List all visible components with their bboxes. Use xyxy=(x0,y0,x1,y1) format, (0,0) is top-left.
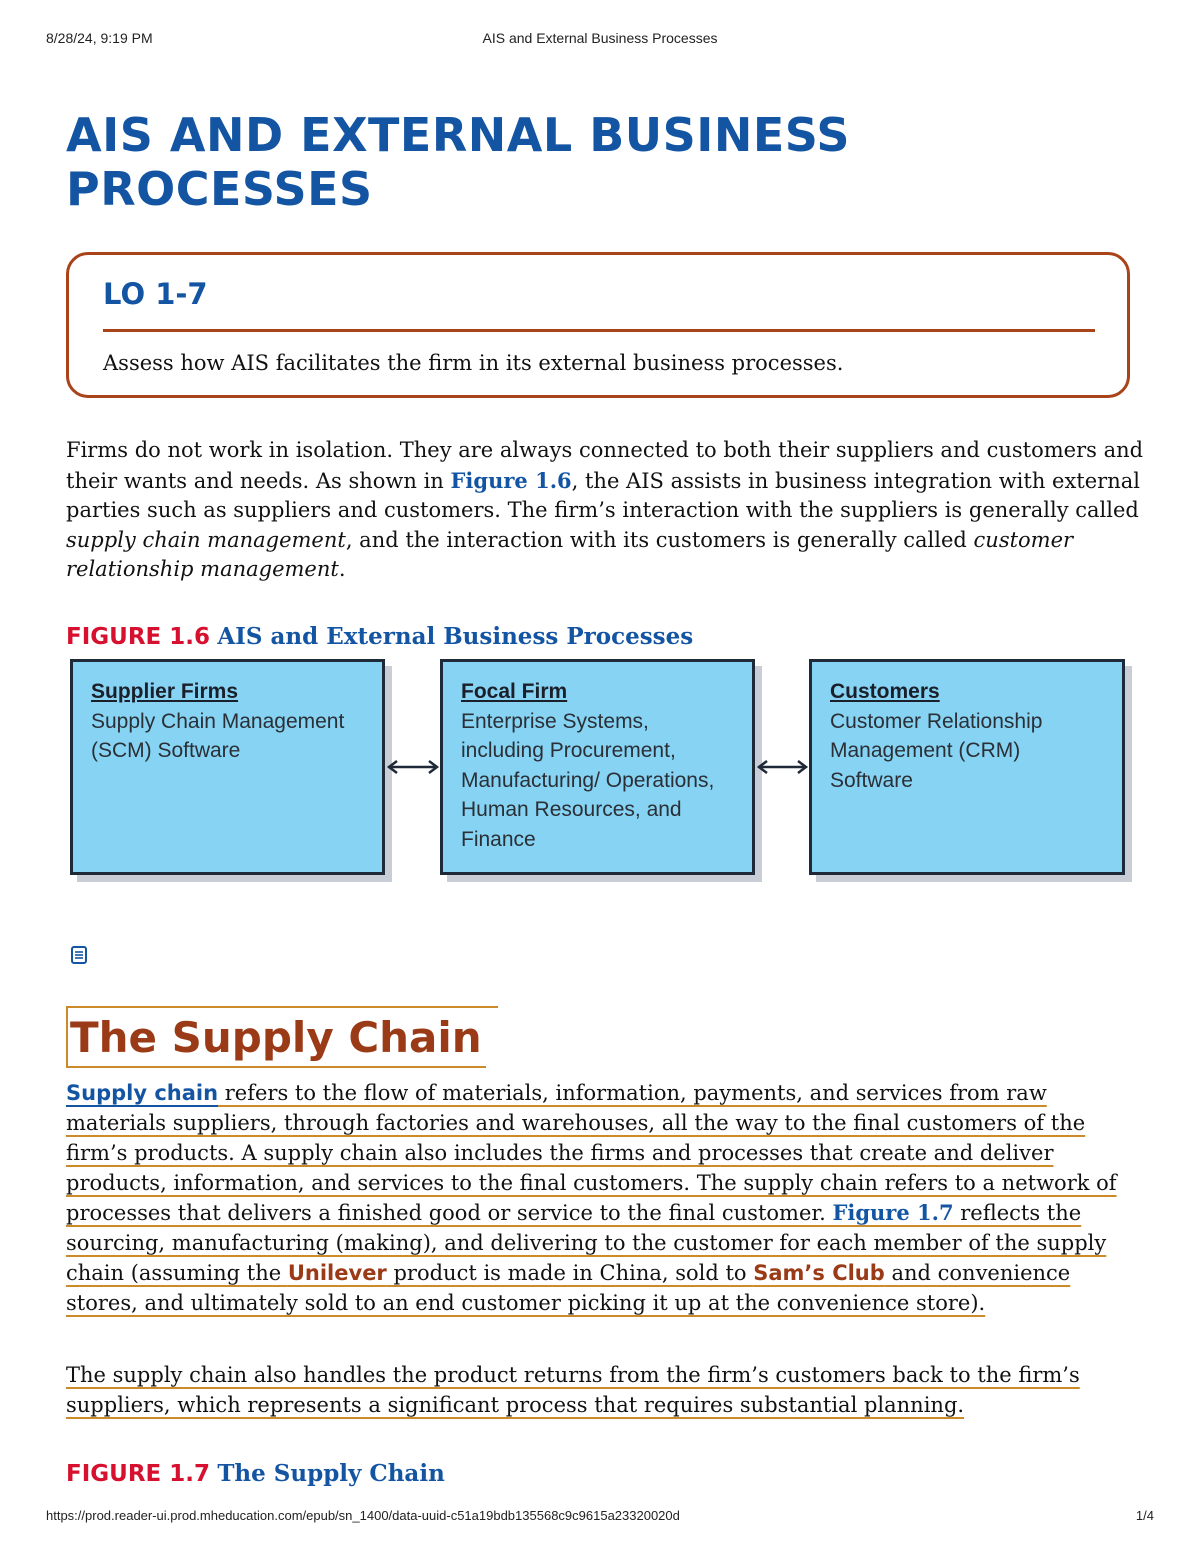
notes-icon[interactable] xyxy=(71,946,87,964)
supply-chain-paragraph xyxy=(66,1078,1146,1318)
figure-1-6-link[interactable]: Figure 1.6 xyxy=(450,467,572,493)
figure-1-7-title: The Supply Chain xyxy=(217,1460,445,1487)
print-page-title: AIS and External Business Processes xyxy=(482,30,718,46)
highlighted-text xyxy=(66,1081,1117,1315)
figure-1-6-caption xyxy=(66,622,693,652)
intro-text-3: , and the interaction with its customers is generally called xyxy=(345,527,974,552)
figure-1-6-number: FIGURE 1.6 xyxy=(66,624,210,650)
customers-heading: Customers xyxy=(830,680,940,703)
supplier-firms-body: Supply Chain Management (SCM) Software xyxy=(91,709,345,762)
footer-url: https://prod.reader-ui.prod.mheducation.com/epub/sn_1400/data-uuid-c51a19bdb135568c9c9615a23320020d xyxy=(46,1508,680,1523)
customers-box xyxy=(809,659,1125,875)
brand-unilever[interactable]: Unilever xyxy=(287,1261,387,1285)
footer-page-number: 1/4 xyxy=(1135,1508,1154,1523)
intro-text-4: . xyxy=(338,557,346,581)
intro-paragraph xyxy=(66,436,1146,585)
supply-chain-text-2: reflects the sourcing, manufacturing (making), and delivering to the customer for each member of the supply chain (assuming the xyxy=(66,1201,1107,1285)
learning-objective-heading: LO 1-7 xyxy=(103,277,208,311)
double-arrow-icon xyxy=(386,757,440,777)
supply-chain-text-3: product is made in China, sold to xyxy=(386,1261,754,1285)
supplier-firms-box xyxy=(70,659,385,875)
returns-paragraph xyxy=(66,1360,1146,1420)
figure-1-7-number: FIGURE 1.7 xyxy=(66,1461,210,1487)
intro-text-2: , the AIS assists in business integration with external parties such as suppliers and customers. The firm’s interaction with the suppliers is generally called xyxy=(66,468,1140,522)
returns-text: The supply chain also handles the product returns from the firm’s customers back to the firm’s suppliers, which represents a significant process that requires substantial planning. xyxy=(66,1363,1080,1417)
figure-1-7-caption xyxy=(66,1459,445,1489)
term-supply-chain-management: supply chain management xyxy=(66,527,346,552)
focal-firm-box xyxy=(440,659,755,875)
learning-objective-divider xyxy=(103,329,1095,332)
figure-1-7-link[interactable]: Figure 1.7 xyxy=(832,1200,954,1225)
term-supply-chain-link[interactable]: Supply chain xyxy=(66,1081,219,1105)
focal-firm-heading: Focal Firm xyxy=(461,680,568,703)
supplier-firms-heading: Supplier Firms xyxy=(91,680,239,703)
figure-1-6-title: AIS and External Business Processes xyxy=(217,623,694,650)
section-title: The Supply Chain xyxy=(66,1006,486,1068)
learning-objective-box xyxy=(66,252,1130,398)
print-datetime: 8/28/24, 9:19 PM xyxy=(46,30,153,46)
supply-chain-text-4: and convenience stores, and ultimately sold to an end customer picking it up at the convenience store). xyxy=(66,1261,1071,1315)
figure-1-6-diagram xyxy=(66,657,1136,885)
customers-body: Customer Relationship Management (CRM) Software xyxy=(830,709,1043,792)
term-customer-relationship-management: customer relationship management xyxy=(66,527,1074,581)
page-title: AIS AND EXTERNAL BUSINESS PROCESSES xyxy=(66,108,850,216)
brand-sams-club[interactable]: Sam’s Club xyxy=(753,1261,885,1285)
supply-chain-text-1: refers to the flow of materials, information, payments, and services from raw materials suppliers, through factories and warehouses, all the way to the final customers of the firm’s products. A supply chain also includes the firms and processes that create and deliver products, information, and services to the final customers. The supply chain refers to a network of processes that delivers a finished good or service to the final customer. xyxy=(66,1081,1117,1225)
learning-objective-text: Assess how AIS facilitates the firm in its external business processes. xyxy=(103,351,844,375)
double-arrow-icon xyxy=(756,757,809,777)
focal-firm-body: Enterprise Systems, including Procurement, Manufacturing/ Operations, Human Resources, and Finance xyxy=(461,709,715,851)
intro-text-1: Firms do not work in isolation. They are always connected to both their suppliers and customers and their wants and needs. As shown in xyxy=(66,438,1144,493)
